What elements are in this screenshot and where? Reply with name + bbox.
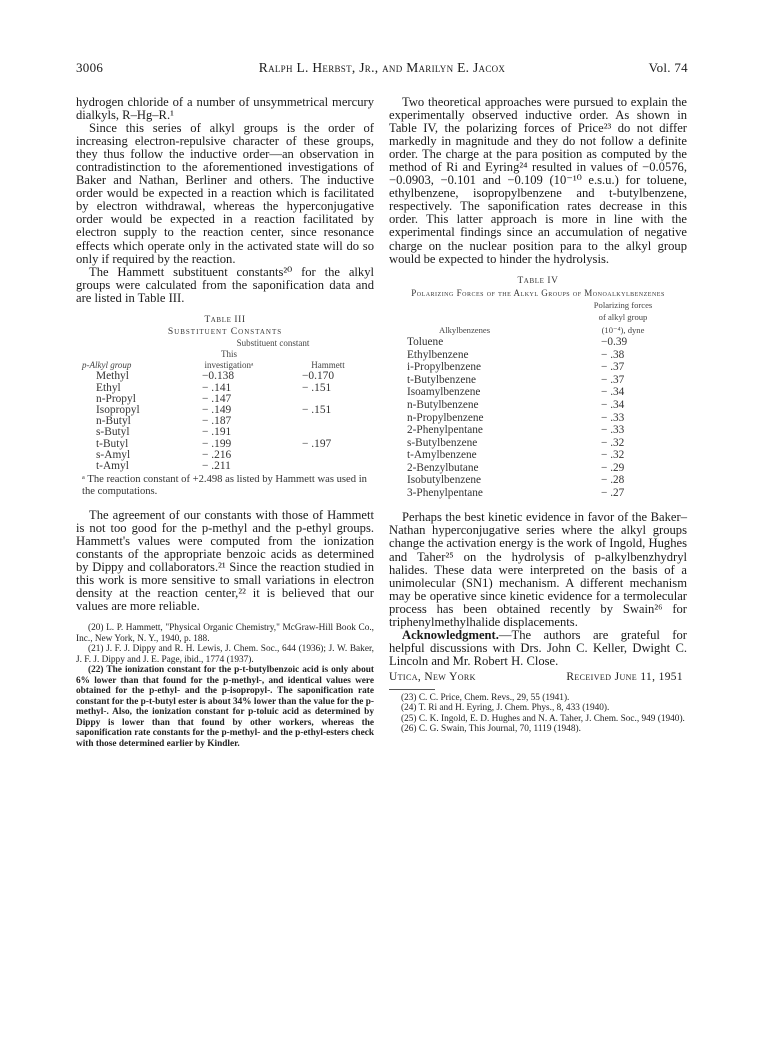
acknowledgment-text: —The authors are grateful for helpful discussions with Drs. John C. Keller, Dwight C. Lincoln and Mr. Robert H. Close. [389,627,687,668]
column-group-header: Substituent constant [236,337,310,348]
column-header: investigationᵃ [204,360,254,371]
table-row: Isoamylbenzene − .34 [407,386,625,399]
table-row: Ethylbenzene − .38 [407,348,625,361]
right-column [389,96,687,735]
footnote-24: (24) T. Ri and H. Eyring, J. Chem. Phys., 8, 433 (1940). [401,703,610,714]
table-row: 2-Benzylbutane − .29 [407,461,625,474]
table-row: n-Butyl − .187 [96,415,232,428]
volume-label: Vol. 74 [648,60,688,75]
paragraph: Two theoretical approaches were pursued to explain the experimentally observed inductive order. As shown in Table IV, the polarizing forces of Price²³ do not differ markedly in magnitude and they do not follow a definite order. The charge at the para position as computed by the method of Ri and Eyring²⁴ resulted in values of −0.0576, −0.0903, −0.101 and −0.109 (10⁻¹⁰ e.s.u.) for toluene, ethylbenzene, isopropylbenzene and t-butylbenzene, respectively. The saponification rates decrease in this order. This latter approach is more in line with the experimental findings since an accumulation of negative charge on the nuclear position para to the alkyl group would be expected to hinder the hydrolysis. [389,95,687,266]
table-row: n-Propyl − .147 [96,392,232,405]
table-row: Toluene −0.39 [407,336,628,349]
acknowledgment [389,629,687,668]
paragraph: The Hammett substituent constants²⁰ for the alkyl groups were calculated from the saponification data and are listed in Table III. [76,264,374,305]
table-row: Methyl −0.138 −0.170 [96,370,335,383]
table-row: s-Butyl − .191 [96,426,232,439]
footnote-rule [389,689,435,690]
paragraph: Perhaps the best kinetic evidence in favor of the Baker–Nathan hyperconjugative series where the alkyl groups change the activation energy is the work of Ingold, Hughes and Taher²⁵ on the hydrolysis of p-alkylbenzhydryl halides. These data were interpreted on the basis of a unimolecular (SN1) mechanism. A different mechanism may be operative since kinetic evidence for a termolecular process has been obtained recently by Swain²⁶ for triphenylmethylhalide displacements. [389,510,687,629]
column-header: (10⁻⁴), dyne [601,324,645,335]
footnote-25: (25) C. K. Ingold, E. D. Hughes and N. A. Taher, J. Chem. Soc., 949 (1940). [401,713,685,724]
table-row: t-Butylbenzene − .37 [407,373,625,386]
polarizing-forces-table [393,299,673,500]
paragraph: hydrogen chloride of a number of unsymmetrical mercury dialkyls, R–Hg–R.¹ [76,95,374,123]
paragraph: The agreement of our constants with those of Hammett is not too good for the p-methyl and the p-ethyl groups. Hammett's values were computed from the ionization constants of the appropriate benzoic acids as determined by Dippy and collaborators.²¹ Since the reaction studied in this work is more sensitive to small variations in electron density at the reaction center,²² it is believed that our values are more reliable. [76,508,374,614]
column-header: Hammett [311,360,345,371]
paragraph: Since this series of alkyl groups is the order of increasing electron-repulsive character of these groups, they thus follow the inductive order—an observation in contradistinction to the aforementioned investigations of Baker and Nathan, Berliner and others. The inductive order would be expected in a reaction which is facilitated by electron withdrawal, whereas the hyperconjugative order would be expected in a reaction facilitated by electron supply to the reaction center, since resonance effects which operate only in the activated state will do so only if required by the reaction. [76,121,374,266]
page-number: 3006 [76,60,104,75]
table-row: t-Amylbenzene − .32 [407,449,625,462]
column-header: This [220,348,237,359]
table-row: s-Butylbenzene − .32 [407,436,625,449]
table-title: Substituent Constants [167,325,283,337]
table-row: Isobutylbenzene − .28 [407,474,625,487]
running-header [76,60,688,78]
table-row: Ethyl − .141 − .151 [96,381,332,394]
table-number: Table IV [517,275,559,286]
running-authors: Ralph L. Herbst, Jr., and Marilyn E. Jacox [258,60,506,75]
column-header: Alkylbenzenes [439,324,491,335]
table-footnote: ᵃ The reaction constant of +2.498 as listed by Hammett was used in the computations. [82,474,367,497]
received-date: Received June 11, 1951 [566,670,683,683]
column-header: p-Alkyl group [82,360,132,371]
table-title: Polarizing Forces of the Alkyl Groups of Monoalkylbenzenes [411,287,665,298]
location: Utica, New York [389,670,476,683]
left-column [76,96,374,749]
column-header: Polarizing forces [593,299,653,310]
table-row: t-Butyl − .199 − .197 [96,437,332,450]
table-row: n-Butylbenzene − .34 [407,398,625,411]
footnote-21: (21) J. F. J. Dippy and R. H. Lewis, J. Chem. Soc., 644 (1936); J. W. Baker, J. F. J. Dippy and J. E. Page, ibid., 1774 (1937). [76,644,374,665]
column-header: of alkyl group [598,312,648,323]
table-row: s-Amyl − .216 [96,448,232,461]
footnote-23: (23) C. C. Price, Chem. Revs., 29, 55 (1941). [401,692,570,703]
acknowledgment-heading: Acknowledgment. [402,627,499,642]
table-row: n-Propylbenzene − .33 [407,411,625,424]
table-row: t-Amyl − .211 [96,459,231,472]
footnote-20: (20) L. P. Hammett, "Physical Organic Chemistry," McGraw-Hill Book Co., Inc., New York, N. Y., 1940, p. 188. [76,623,374,644]
table-row: Isopropyl − .149 − .151 [96,403,332,416]
substituent-constants-table [82,338,372,472]
table-number: Table III [204,314,246,325]
table-row: 2-Phenylpentane − .33 [407,424,625,437]
footnote-26: (26) C. G. Swain, This Journal, 70, 1119 (1948). [401,724,581,735]
table-row: i-Propylbenzene − .37 [407,361,625,374]
table-row: 3-Phenylpentane − .27 [407,486,625,499]
footnote-22: (22) The ionization constant for the p-t-butylbenzoic acid is only about 6% lower than that found for the p-methyl-, and identical values were obtained for the p-ethyl- and the p-isopropyl-. The saponification rate constant for the p-t-butyl ester is about 34% lower than the value for the p-methyl-. Also, the ionization constant for p-toluic acid as determined by Dippy is lower than that found by other workers, whereas the saponification rate constants for the p-methyl- and the p-ethyl-esters check with those determined earlier by Kindler. [76,665,374,749]
signature-line [389,671,687,687]
